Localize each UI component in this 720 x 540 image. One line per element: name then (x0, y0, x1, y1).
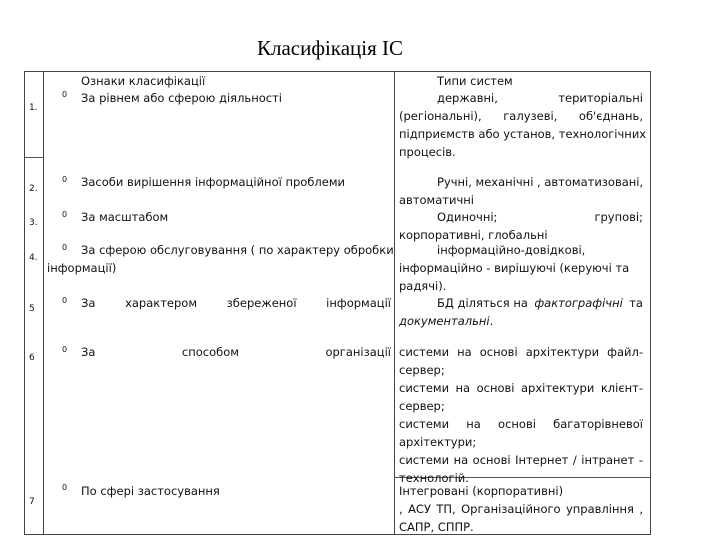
feature-word: характером (125, 296, 198, 310)
row-feature (81, 294, 391, 312)
row-feature: По сфері застосування (81, 484, 220, 498)
row-types-line: автоматичні (399, 193, 474, 207)
feature-word: організації (325, 345, 391, 359)
header-features: Ознаки класифікації (81, 74, 206, 88)
row-number: 5 (29, 304, 35, 314)
row-number: 6 (29, 353, 35, 363)
row-marker: 0 (62, 243, 68, 252)
row-types-line: Інтегровані (корпоративні) (399, 484, 564, 498)
row-types-line: сервер; (399, 399, 445, 413)
row-types-line: архітектури; (399, 435, 477, 449)
row-types-line (399, 294, 643, 312)
type-text: та (625, 296, 643, 310)
row-types-line (399, 208, 643, 226)
row-types-line: системи на основі архітектури клієнт- (399, 381, 643, 395)
page-title: Класифікація ІС (257, 36, 403, 60)
type-word: групові; (594, 210, 643, 224)
row-types-line: підприємств або установ, технологічних (399, 127, 647, 141)
row-feature: За масштабом (81, 210, 169, 224)
row-types-line (399, 312, 643, 330)
type-text-italic: документальні (399, 314, 490, 328)
header-types: Типи систем (437, 74, 513, 88)
row-marker: 0 (62, 483, 68, 492)
row-types-line: сервер; (399, 363, 445, 377)
feature-word: способом (181, 345, 239, 359)
type-word: галузеві, (503, 109, 558, 123)
type-word: об'єднань, (578, 109, 643, 123)
row-feature: За рівнем або сферою діяльності (81, 91, 282, 105)
row-types-line: корпоративні, глобальні (399, 228, 548, 242)
row-types-line: системи на основі Інтернет / інтранет - (399, 453, 643, 467)
feature-word: збереженої (226, 296, 297, 310)
type-word: (регіональні), (399, 109, 482, 123)
feature-word: За (81, 345, 96, 359)
row-types-line: технологій. (399, 471, 469, 485)
column-divider (43, 72, 44, 534)
row-number: 1. (29, 103, 38, 113)
row-marker: 0 (62, 296, 68, 305)
row-feature (81, 343, 391, 361)
row-feature: За сферою обслуговування ( по характеру обробки (81, 243, 394, 257)
row-types-line: процесів. (399, 145, 456, 159)
row-number: 7 (29, 497, 35, 507)
row-types-line: , АСУ ТП, Організаційного управління , (399, 502, 643, 516)
row-types-line: системи на основі архітектури файл- (399, 345, 643, 359)
feature-word: За (81, 296, 96, 310)
row-number: 4. (29, 253, 38, 263)
feature-word: інформації (326, 296, 391, 310)
row-marker: 0 (62, 175, 68, 184)
type-word: територіальні (558, 91, 643, 105)
row-types-line: системи на основі багаторівневої (399, 417, 643, 431)
row-feature-cont: інформації) (47, 261, 117, 275)
row-marker: 0 (62, 210, 68, 219)
type-text: БД діляться на (437, 296, 532, 310)
row-feature: Засоби вирішення інформаційної проблеми (81, 175, 345, 189)
row-number: 3. (29, 218, 38, 228)
type-word: Одиночні; (437, 210, 498, 224)
type-text-italic: фактографічні (534, 296, 623, 310)
row-marker: 0 (62, 345, 68, 354)
row-types-line: інформаційно-довідкові, (437, 243, 586, 257)
row-types-line: Ручні, механічні , автоматизовані, (437, 175, 644, 189)
type-text: . (489, 314, 494, 328)
classification-table (24, 71, 651, 535)
row-types-line (399, 107, 643, 125)
row-divider (25, 157, 43, 158)
row-marker: 0 (62, 90, 68, 99)
row-types-line: САПР, СППР. (399, 520, 474, 534)
row-types-line (399, 89, 643, 107)
row-types-line: радячі). (399, 279, 447, 293)
row-number: 2. (29, 184, 38, 194)
type-word: державні, (437, 91, 498, 105)
row-types-line: інформаційно - вирішуючі (керуючі та (399, 261, 630, 275)
column-divider (394, 72, 395, 534)
